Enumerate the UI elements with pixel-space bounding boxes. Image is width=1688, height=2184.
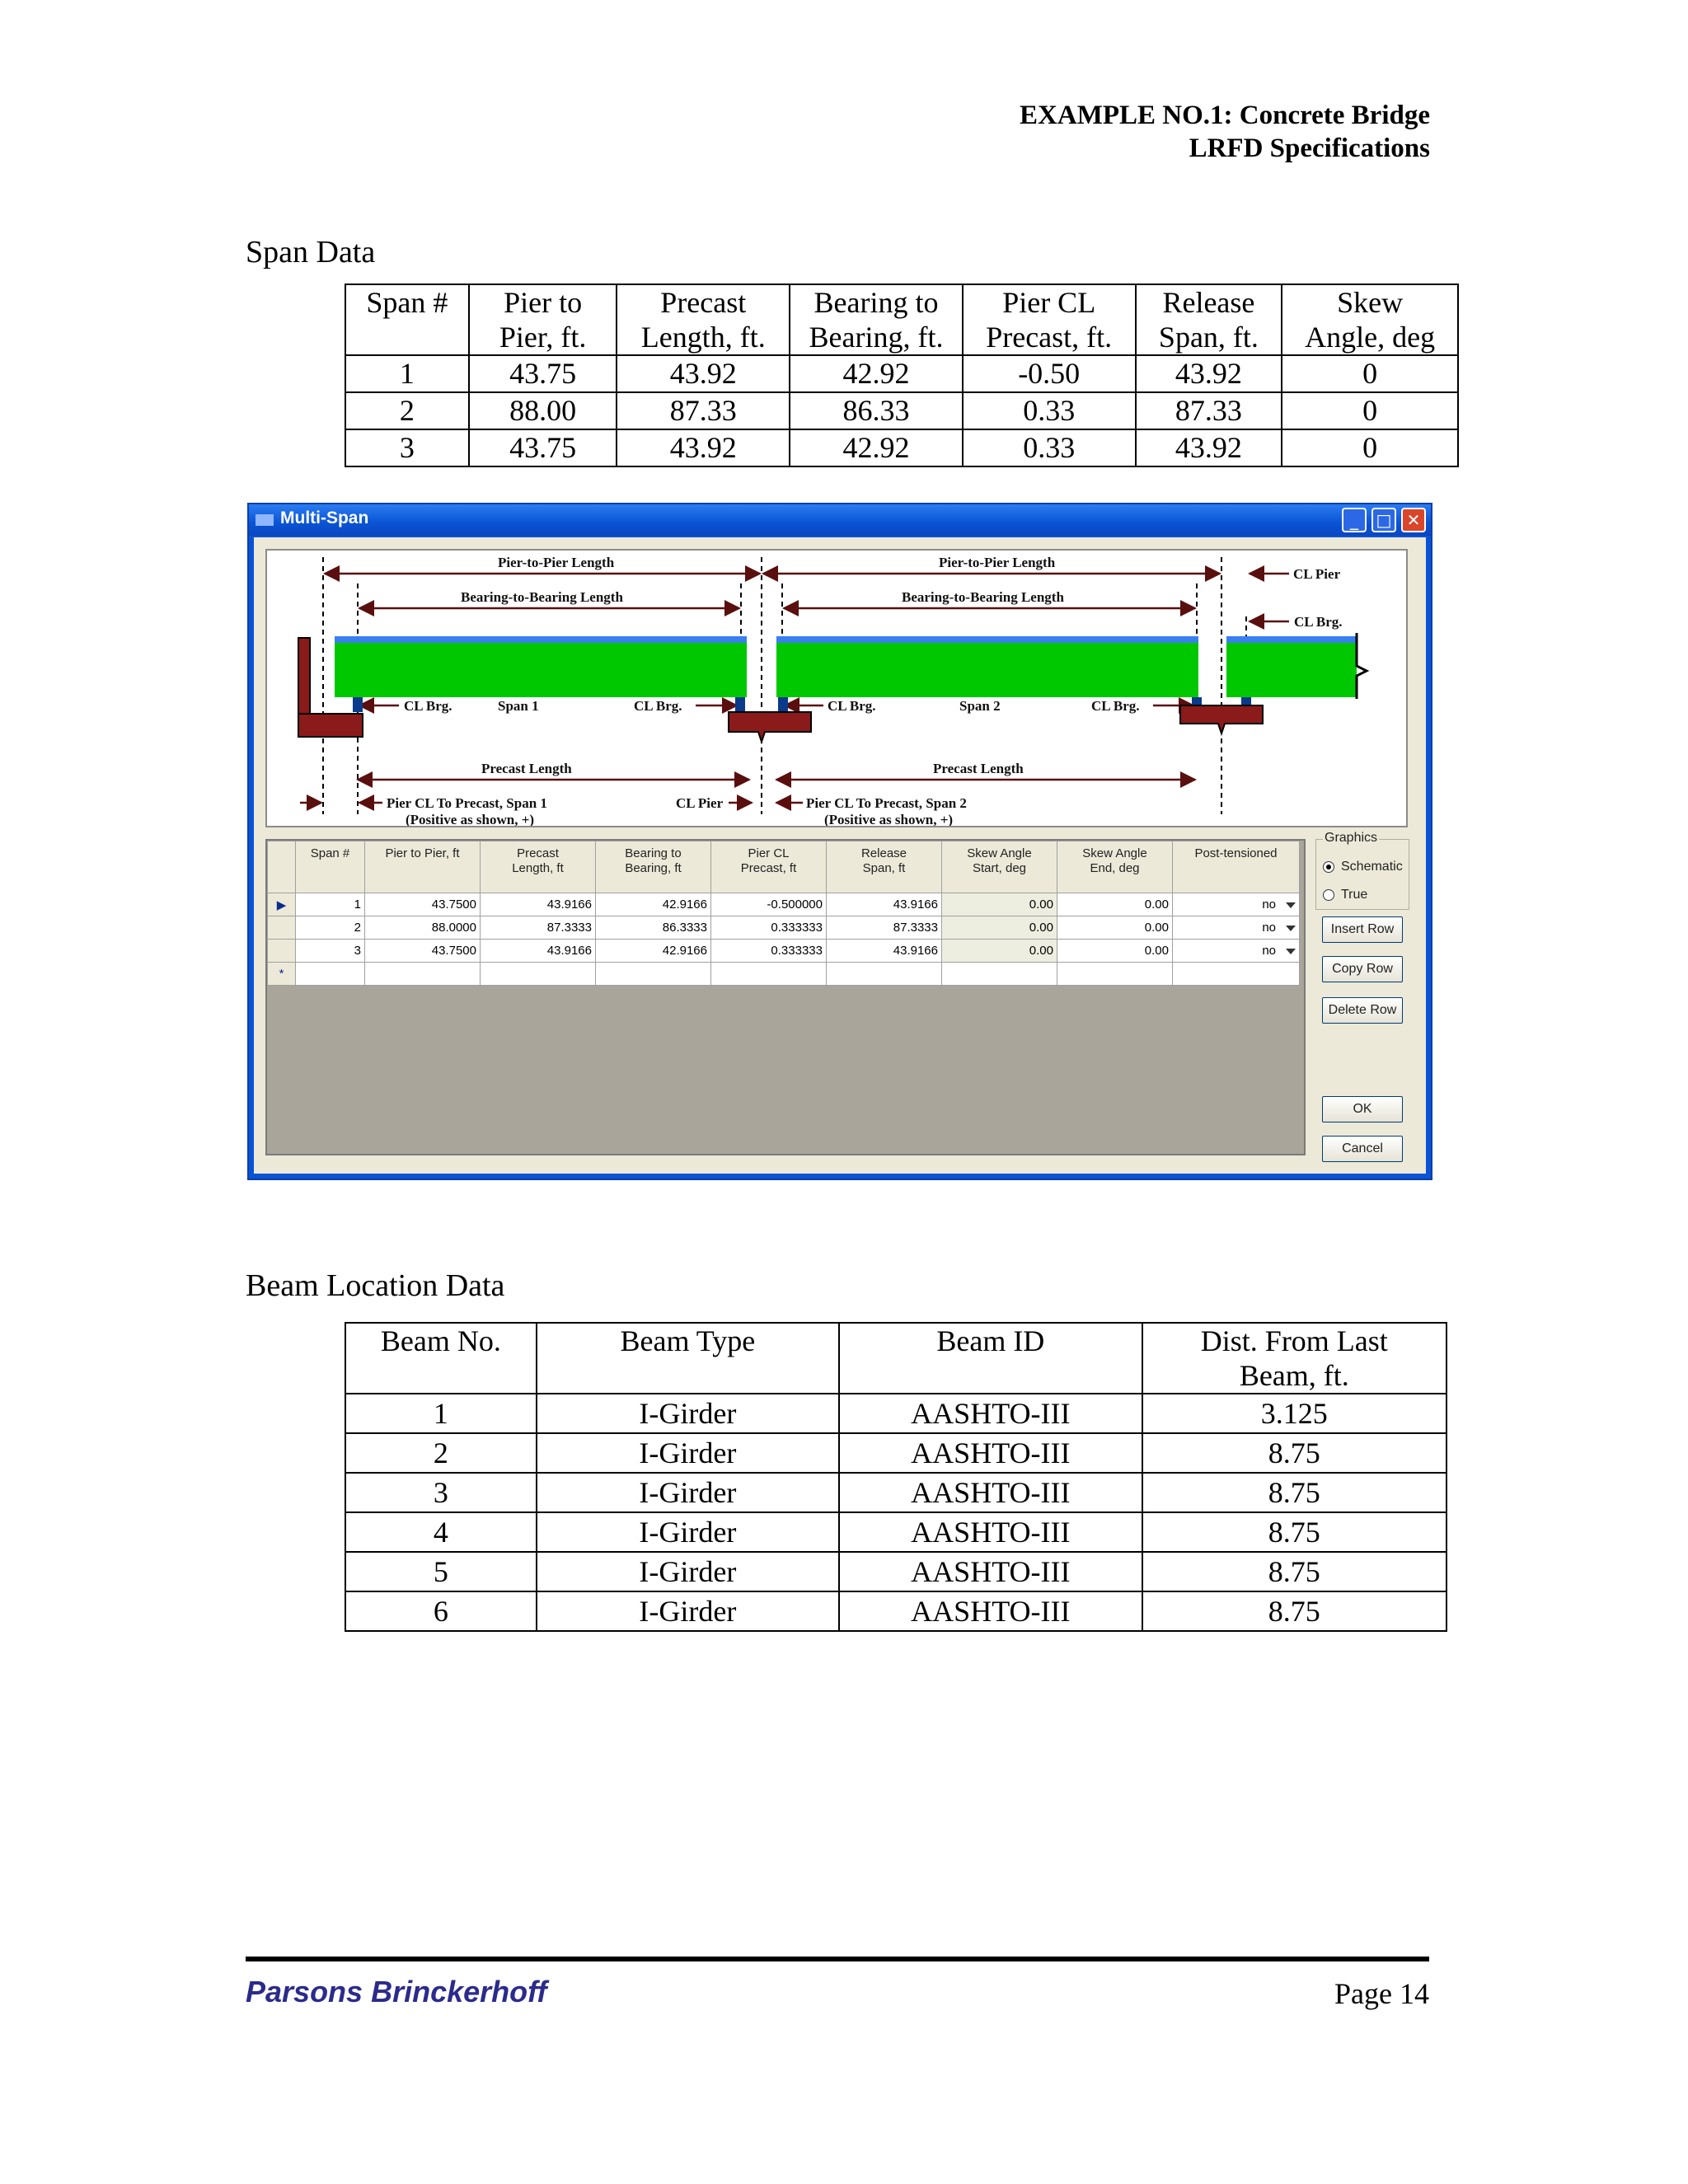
grid-header-label: End, deg [1090, 861, 1140, 875]
chevron-down-icon[interactable] [1286, 949, 1296, 954]
span-table-cell: 43.92 [1136, 429, 1282, 466]
beam-table-cell: 8.75 [1142, 1552, 1447, 1591]
span-table-col-5 [1136, 284, 1282, 355]
beam-table-cell: AASHTO-III [839, 1394, 1142, 1433]
beam-table-cell: I-Girder [537, 1394, 839, 1433]
grid-row-selector[interactable] [268, 916, 296, 940]
grid-header-6[interactable] [942, 841, 1057, 893]
grid-cell[interactable] [365, 940, 481, 963]
beam-table-cell: 6 [345, 1591, 537, 1631]
grid-cell-value: 0.00 [1144, 944, 1169, 958]
span-table-col-6-line-1: Angle, deg [1305, 321, 1436, 354]
grid-header-2[interactable] [481, 841, 596, 893]
grid-header-label: Pier to Pier, ft [385, 846, 460, 860]
grid-cell[interactable] [481, 940, 596, 963]
grid-header-label: Release [860, 846, 907, 860]
table-row [345, 429, 1458, 466]
grid-header-label: Start, deg [972, 861, 1027, 875]
span-table-col-4-line-0: Pier CL [1002, 286, 1096, 319]
span-grid[interactable] [265, 839, 1306, 1155]
grid-header-label: Precast [517, 846, 559, 860]
grid-cell[interactable] [827, 916, 942, 940]
grid-header-4[interactable] [711, 841, 827, 893]
grid-cell[interactable] [596, 963, 711, 986]
grid-row-selector[interactable]: ▶ [268, 893, 296, 916]
beam-table-cell: AASHTO-III [839, 1433, 1142, 1473]
span-table-col-6-line-0: Skew [1337, 286, 1404, 319]
grid-cell-value: 88.0000 [431, 921, 476, 935]
span-table-cell: 2 [345, 392, 469, 429]
maximize-icon[interactable]: □ [1372, 508, 1396, 532]
span-grid-table [267, 841, 1300, 986]
post-tensioned-dropdown[interactable] [1173, 940, 1300, 963]
span-table-col-4 [963, 284, 1136, 355]
grid-cell[interactable] [365, 963, 481, 986]
span-table-cell: 3 [345, 429, 469, 466]
grid-header-3[interactable] [596, 841, 711, 893]
footer-company: Parsons Brinckerhoff [246, 1975, 547, 2008]
span-table-cell: 43.92 [617, 355, 790, 392]
span-table-col-3-line-0: Bearing to [814, 286, 939, 319]
grid-cell[interactable] [1057, 893, 1173, 916]
grid-header-label: Precast, ft [740, 861, 797, 875]
beam-table-cell: 3 [345, 1473, 537, 1512]
chevron-down-icon[interactable] [1286, 902, 1296, 908]
ok-button[interactable]: OK [1322, 1096, 1403, 1122]
label-precast-1: Precast Length [481, 761, 572, 776]
grid-cell[interactable] [942, 916, 1057, 940]
span-table-cell: 43.92 [1136, 355, 1282, 392]
grid-header-label: Post-tensioned [1194, 846, 1278, 860]
header-line-1: EXAMPLE NO.1: Concrete Bridge [1020, 101, 1430, 130]
label-pier-cl-2b: (Positive as shown, +) [824, 812, 954, 826]
multi-span-window [247, 503, 1432, 1180]
schematic-radio-label: Schematic [1341, 860, 1403, 874]
table-row [345, 1394, 1447, 1433]
table-row [345, 1433, 1447, 1473]
span-table-cell: 0 [1282, 392, 1458, 429]
grid-cell-value: 43.9166 [893, 944, 938, 958]
grid-cell[interactable] [296, 940, 365, 963]
chevron-down-icon[interactable] [1286, 926, 1296, 931]
post-tensioned-dropdown[interactable] [1173, 916, 1300, 940]
label-cl-brg-right: CL Brg. [1294, 614, 1343, 630]
grid-cell[interactable] [1057, 963, 1173, 986]
grid-cell[interactable] [1173, 963, 1300, 986]
beam-location-table [345, 1322, 1447, 1632]
grid-cell[interactable] [481, 916, 596, 940]
beam-table-col-3-line-0: Dist. From Last [1200, 1324, 1388, 1357]
grid-cell-value: 42.9166 [662, 944, 707, 958]
grid-cell[interactable] [365, 916, 481, 940]
grid-cell-value: 1 [354, 898, 361, 912]
span-schematic-diagram [265, 549, 1408, 827]
grid-header-5[interactable] [827, 841, 942, 893]
grid-new-row[interactable] [268, 963, 1300, 986]
post-tensioned-dropdown[interactable] [1173, 893, 1300, 916]
table-row [345, 392, 1458, 429]
span-table-cell: -0.50 [963, 355, 1136, 392]
table-row [345, 1552, 1447, 1591]
beam-table-col-3-line-1: Beam, ft. [1239, 1359, 1349, 1392]
beam-table-col-0 [345, 1323, 537, 1394]
grid-cell[interactable] [711, 940, 827, 963]
label-span-2: Span 2 [959, 698, 1001, 714]
grid-cell[interactable] [1057, 916, 1173, 940]
grid-header-label: Bearing to [625, 846, 682, 860]
beam-table-cell: I-Girder [537, 1473, 839, 1512]
grid-header-1[interactable] [365, 841, 481, 893]
grid-cell-value: 2 [354, 921, 361, 935]
label-cl-pier-bottom: CL Pier [676, 795, 724, 811]
grid-cell-value: 43.9166 [546, 898, 592, 912]
label-precast-2: Precast Length [933, 761, 1024, 776]
span-table-col-0-line-0: Span # [366, 286, 448, 319]
grid-cell-value: no [1262, 898, 1276, 912]
footer-rule [246, 1957, 1429, 1961]
label-pier-cl-2a: Pier CL To Precast, Span 2 [806, 795, 967, 811]
span-data-title: Span Data [246, 235, 376, 269]
label-pier-to-pier-2: Pier-to-Pier Length [939, 555, 1056, 570]
window-titlebar[interactable] [249, 504, 1431, 536]
label-pier-cl-1b: (Positive as shown, +) [406, 812, 535, 826]
label-pier-cl-1a: Pier CL To Precast, Span 1 [387, 795, 547, 811]
footer-page-number: Page 14 [1334, 1977, 1429, 2010]
beam-table-cell: 3.125 [1142, 1394, 1447, 1433]
span-table-cell: 87.33 [1136, 392, 1282, 429]
grid-header-label: Skew Angle [1082, 846, 1147, 860]
label-cl-pier-top: CL Pier [1293, 566, 1341, 582]
beam-table-col-2 [839, 1323, 1142, 1394]
grid-header-label: Length, ft [512, 861, 564, 875]
label-cl-brg-b: CL Brg. [634, 698, 682, 714]
span-table-col-6 [1282, 284, 1458, 355]
beam-table-cell: AASHTO-III [839, 1552, 1142, 1591]
beam-location-title: Beam Location Data [246, 1268, 505, 1303]
grid-cell[interactable] [296, 893, 365, 916]
beam-table-col-3 [1142, 1323, 1447, 1394]
label-bearing-2: Bearing-to-Bearing Length [902, 589, 1064, 605]
span-table-col-3 [790, 284, 963, 355]
span-table-cell: 88.00 [469, 392, 617, 429]
new-row-marker[interactable]: * [268, 963, 296, 986]
table-row [345, 1512, 1447, 1552]
insert-row-button[interactable]: Insert Row [1322, 916, 1403, 943]
label-cl-brg-a: CL Brg. [404, 698, 452, 714]
grid-cell[interactable] [296, 963, 365, 986]
beam-table-cell: AASHTO-III [839, 1473, 1142, 1512]
table-row [345, 1591, 1447, 1631]
grid-cell-value: 0.333333 [771, 921, 823, 935]
span-table-cell: 42.92 [790, 355, 963, 392]
span-table-cell: 0.33 [963, 392, 1136, 429]
grid-cell[interactable] [596, 916, 711, 940]
grid-cell[interactable] [365, 893, 481, 916]
grid-cell[interactable] [296, 916, 365, 940]
grid-cell-value: 0.00 [1029, 898, 1053, 912]
grid-cell-value: 0.00 [1029, 944, 1053, 958]
close-icon[interactable]: ✕ [1401, 508, 1426, 532]
grid-cell[interactable] [827, 963, 942, 986]
window-client [254, 537, 1426, 1174]
grid-header-0[interactable] [296, 841, 365, 893]
span-table-col-0 [345, 284, 469, 355]
beam-table-col-1 [537, 1323, 839, 1394]
label-bearing-1: Bearing-to-Bearing Length [461, 589, 623, 605]
beam-table-cell: AASHTO-III [839, 1591, 1142, 1631]
grid-cell-value: 0.00 [1144, 921, 1169, 935]
grid-cell-value: no [1262, 921, 1276, 935]
grid-cell[interactable] [711, 963, 827, 986]
span-table-col-1-line-1: Pier, ft. [499, 321, 587, 354]
grid-header-label: Pier CL [748, 846, 790, 860]
grid-header-label: Bearing, ft [625, 861, 682, 875]
beam-table-cell: I-Girder [537, 1591, 839, 1631]
grid-cell[interactable] [942, 963, 1057, 986]
grid-cell[interactable] [1057, 940, 1173, 963]
span-table-col-1 [469, 284, 617, 355]
beam-table-col-0-line-0: Beam No. [380, 1324, 501, 1357]
span-table-col-2-line-1: Length, ft. [640, 321, 766, 354]
schematic-svg [267, 551, 1406, 826]
grid-cell[interactable] [942, 940, 1057, 963]
label-cl-brg-c: CL Brg. [828, 698, 876, 714]
grid-row-selector[interactable] [268, 940, 296, 963]
label-cl-brg-d: CL Brg. [1091, 698, 1140, 714]
grid-cell-value: 3 [354, 944, 361, 958]
beam-table-cell: 8.75 [1142, 1512, 1447, 1552]
beam-table-cell: 2 [345, 1433, 537, 1473]
beam-table-cell: AASHTO-III [839, 1512, 1142, 1552]
table-row [345, 1473, 1447, 1512]
grid-cell-value: no [1262, 944, 1276, 958]
grid-cell[interactable] [596, 893, 711, 916]
true-radio[interactable] [1323, 889, 1334, 901]
grid-cell-value: 0.333333 [771, 944, 823, 958]
span-data-table [345, 284, 1459, 467]
grid-cell-value: 43.7500 [431, 898, 476, 912]
span-table-cell: 87.33 [617, 392, 790, 429]
grid-header-8[interactable] [1173, 841, 1300, 893]
span-table-cell: 0 [1282, 429, 1458, 466]
grid-cell[interactable] [942, 893, 1057, 916]
grid-cell[interactable] [827, 893, 942, 916]
schematic-radio[interactable] [1323, 861, 1334, 873]
span-table-col-4-line-1: Precast, ft. [986, 321, 1113, 354]
span-table-col-5-line-0: Release [1162, 286, 1255, 319]
beam-table-col-1-line-0: Beam Type [620, 1324, 756, 1357]
span-table-col-1-line-0: Pier to [504, 286, 583, 319]
girders [335, 636, 1357, 697]
true-radio-label: True [1341, 888, 1368, 902]
graphics-group-label: Graphics [1325, 831, 1378, 845]
copy-row-button[interactable]: Copy Row [1322, 956, 1403, 982]
grid-cell[interactable] [481, 893, 596, 916]
span-table-col-3-line-1: Bearing, ft. [809, 321, 944, 354]
page-header [1020, 99, 1430, 165]
grid-cell[interactable] [827, 940, 942, 963]
girder-break-line [1357, 633, 1367, 699]
header-line-2: LRFD Specifications [1189, 134, 1430, 163]
delete-row-button[interactable]: Delete Row [1322, 997, 1403, 1024]
beam-table-cell: I-Girder [537, 1512, 839, 1552]
span-table-cell: 0 [1282, 355, 1458, 392]
cancel-button[interactable]: Cancel [1322, 1136, 1403, 1162]
grid-cell-value: 43.7500 [431, 944, 476, 958]
grid-row[interactable] [268, 893, 1300, 916]
grid-header-label: Skew Angle [967, 846, 1032, 860]
beam-table-cell: 8.75 [1142, 1433, 1447, 1473]
grid-cell[interactable] [711, 916, 827, 940]
table-row [345, 355, 1458, 392]
grid-row[interactable] [268, 916, 1300, 940]
label-pier-to-pier-1: Pier-to-Pier Length [498, 555, 615, 570]
span-table-cell: 86.33 [790, 392, 963, 429]
beam-table-col-2-line-0: Beam ID [936, 1324, 1045, 1357]
minimize-icon[interactable]: _ [1342, 508, 1367, 532]
grid-header-label: Span # [310, 846, 350, 860]
grid-cell-value: 0.00 [1029, 921, 1053, 935]
span-table-cell: 0.33 [963, 429, 1136, 466]
span-table-cell: 42.92 [790, 429, 963, 466]
grid-cell-value: 43.9166 [893, 898, 938, 912]
grid-cell-value: 0.00 [1144, 898, 1169, 912]
grid-header-7[interactable] [1057, 841, 1173, 893]
span-table-cell: 43.75 [469, 355, 617, 392]
grid-cell[interactable] [481, 963, 596, 986]
grid-cell-value: 87.3333 [893, 921, 938, 935]
span-table-col-5-line-1: Span, ft. [1158, 321, 1259, 354]
window-app-icon [256, 514, 274, 526]
grid-cell-value: 87.3333 [546, 921, 592, 935]
span-table-cell: 1 [345, 355, 469, 392]
beam-table-cell: 1 [345, 1394, 537, 1433]
beam-table-cell: I-Girder [537, 1552, 839, 1591]
beam-table-cell: I-Girder [537, 1433, 839, 1473]
grid-cell-value: 42.9166 [662, 898, 707, 912]
beam-table-cell: 4 [345, 1512, 537, 1552]
label-span-1: Span 1 [498, 698, 539, 714]
span-table-col-2 [617, 284, 790, 355]
grid-cell-value: 86.3333 [662, 921, 707, 935]
grid-cell[interactable] [711, 893, 827, 916]
beam-table-cell: 5 [345, 1552, 537, 1591]
grid-row[interactable] [268, 940, 1300, 963]
grid-cell[interactable] [596, 940, 711, 963]
grid-cell-value: -0.500000 [767, 898, 823, 912]
grid-corner [268, 841, 296, 893]
span-table-cell: 43.75 [469, 429, 617, 466]
span-table-cell: 43.92 [617, 429, 790, 466]
graphics-group [1315, 831, 1409, 910]
beam-table-cell: 8.75 [1142, 1591, 1447, 1631]
window-title: Multi-Span [280, 509, 369, 527]
grid-header-label: Span, ft [862, 861, 906, 875]
span-table-col-2-line-0: Precast [660, 286, 747, 319]
beam-table-cell: 8.75 [1142, 1473, 1447, 1512]
grid-cell-value: 43.9166 [546, 944, 592, 958]
